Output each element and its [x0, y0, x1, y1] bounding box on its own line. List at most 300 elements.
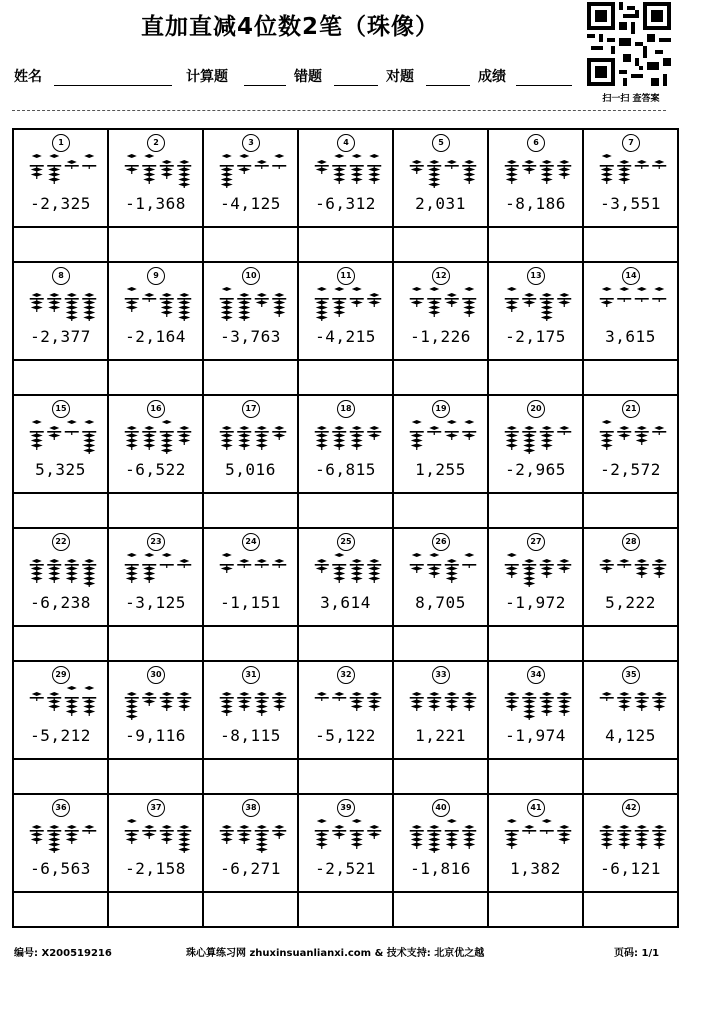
abacus-rod-stick	[546, 565, 547, 578]
abacus-rod-stick	[184, 166, 185, 188]
heaven-bead	[179, 692, 189, 696]
problem-cell	[394, 529, 489, 627]
score-label: 成绩	[478, 69, 506, 85]
heaven-bead	[127, 819, 137, 823]
abacus-rod-stick	[374, 565, 375, 583]
operation-value: -2,175	[505, 327, 566, 346]
operation-value: -4,215	[315, 327, 376, 346]
abacus-rod	[177, 293, 191, 321]
abacus-rod	[522, 426, 536, 454]
operation-value: 5,325	[35, 460, 86, 479]
abacus-rod	[522, 559, 536, 587]
abacus-image	[123, 553, 193, 587]
problem-cell	[489, 263, 584, 361]
abacus-rod	[462, 825, 476, 849]
abacus-rod	[427, 825, 441, 853]
abacus-rod-stick	[321, 698, 322, 701]
answer-box[interactable]	[204, 627, 299, 662]
heaven-bead	[162, 825, 172, 829]
answer-box[interactable]	[299, 760, 394, 795]
heaven-bead	[507, 287, 517, 291]
answer-box[interactable]	[109, 494, 204, 529]
abacus-rod	[315, 160, 329, 174]
heaven-bead	[144, 426, 154, 430]
heaven-bead	[542, 160, 552, 164]
heaven-bead	[222, 154, 232, 158]
heaven-bead	[602, 692, 612, 696]
problem-cell	[489, 662, 584, 760]
heaven-bead	[369, 426, 379, 430]
heaven-bead	[67, 559, 77, 563]
abacus-rod	[255, 426, 269, 450]
answer-box[interactable]	[109, 627, 204, 662]
answer-box[interactable]	[584, 760, 679, 795]
abacus-rod-stick	[131, 565, 132, 583]
score-field[interactable]	[516, 85, 572, 86]
heaven-bead	[257, 559, 267, 563]
abacus-rod-stick	[624, 831, 625, 849]
abacus-rod-stick	[149, 698, 150, 706]
heaven-bead	[429, 426, 439, 430]
abacus-image	[313, 819, 383, 853]
student-info-row	[14, 66, 584, 90]
answer-box[interactable]	[489, 494, 584, 529]
heaven-bead	[257, 692, 267, 696]
abacus-rod	[600, 154, 614, 184]
answer-box[interactable]	[109, 893, 204, 928]
abacus-rod	[367, 154, 381, 184]
abacus-rod-stick	[529, 432, 530, 454]
operation-value: 5,016	[225, 460, 276, 479]
abacus-rod	[65, 160, 79, 169]
abacus-rod	[47, 426, 61, 440]
problem-number: 26	[432, 533, 450, 551]
problem-cell	[584, 263, 679, 361]
abacus-rod	[350, 692, 364, 711]
problem-number: 8	[52, 267, 70, 285]
answer-box[interactable]	[299, 494, 394, 529]
heaven-bead	[32, 420, 42, 424]
heaven-bead	[412, 160, 422, 164]
abacus-rod-stick	[511, 432, 512, 450]
answer-box[interactable]	[489, 627, 584, 662]
abacus-rod-stick	[244, 432, 245, 450]
problem-number: 38	[242, 799, 260, 817]
answer-box[interactable]	[299, 228, 394, 263]
abacus-rod-stick	[36, 299, 37, 312]
abacus-rod	[237, 825, 251, 844]
problem-number: 9	[147, 267, 165, 285]
operation-value: 1,382	[510, 859, 561, 878]
abacus-rod-stick	[149, 299, 150, 302]
abacus-rod	[125, 287, 139, 312]
abacus-rod-stick	[131, 432, 132, 450]
problem-cell	[14, 662, 109, 760]
abacus-rod-stick	[244, 565, 245, 568]
heaven-bead	[429, 160, 439, 164]
problem-number: 21	[622, 400, 640, 418]
problem-number: 1	[52, 134, 70, 152]
problem-cell	[109, 795, 204, 893]
problem-cell	[584, 396, 679, 494]
abacus-rod	[332, 825, 346, 839]
abacus-rod	[142, 825, 156, 839]
abacus-rod-stick	[511, 565, 512, 578]
problem-cell	[299, 529, 394, 627]
operation-value: -6,238	[30, 593, 91, 612]
operation-value: -6,312	[315, 194, 376, 213]
abacus-rod	[255, 559, 269, 568]
problem-number: 41	[527, 799, 545, 817]
abacus-rod-stick	[244, 299, 245, 321]
abacus-image	[218, 154, 288, 188]
heaven-bead	[542, 426, 552, 430]
problem-cell	[204, 130, 299, 228]
heaven-bead	[447, 160, 457, 164]
operation-value: -1,151	[220, 593, 281, 612]
abacus-rod-stick	[279, 299, 280, 317]
answer-box[interactable]	[489, 228, 584, 263]
heaven-bead	[637, 287, 647, 291]
answer-box[interactable]	[584, 494, 679, 529]
abacus-rod	[557, 559, 571, 573]
problem-cell	[299, 662, 394, 760]
abacus-rod-stick	[261, 565, 262, 568]
abacus-rod	[30, 825, 44, 844]
operation-value: -2,325	[30, 194, 91, 213]
answer-box[interactable]	[489, 361, 584, 396]
abacus-rod	[410, 420, 424, 450]
abacus-rod	[315, 559, 329, 573]
name-field[interactable]	[54, 85, 172, 86]
heaven-bead	[84, 420, 94, 424]
abacus-image	[598, 553, 668, 587]
heaven-bead	[602, 287, 612, 291]
abacus-rod	[427, 426, 441, 435]
heaven-bead	[619, 825, 629, 829]
abacus-rod	[505, 819, 519, 849]
heaven-bead	[334, 154, 344, 158]
abacus-rod	[272, 692, 286, 711]
abacus-rod-stick	[339, 299, 340, 317]
heaven-bead	[429, 553, 439, 557]
abacus-rod-stick	[434, 565, 435, 578]
abacus-rod-stick	[529, 565, 530, 587]
answer-box[interactable]	[204, 361, 299, 396]
problem-cell	[394, 263, 489, 361]
problem-cell	[489, 795, 584, 893]
answer-box[interactable]	[109, 760, 204, 795]
abacus-rod-stick	[624, 166, 625, 184]
heaven-bead	[127, 287, 137, 291]
abacus-image	[123, 287, 193, 321]
abacus-rod	[350, 819, 364, 849]
problem-cell	[109, 662, 204, 760]
problem-number: 25	[337, 533, 355, 551]
answer-box[interactable]	[14, 893, 109, 928]
abacus-rod	[462, 287, 476, 317]
heaven-bead	[162, 420, 172, 424]
heaven-bead	[602, 420, 612, 424]
answer-box[interactable]	[394, 627, 489, 662]
heaven-bead	[274, 559, 284, 563]
abacus-rod-stick	[54, 299, 55, 312]
abacus-image	[503, 287, 573, 321]
abacus-rod-stick	[131, 166, 132, 174]
heaven-bead	[352, 692, 362, 696]
abacus-image	[598, 287, 668, 321]
heaven-bead	[162, 692, 172, 696]
abacus-rod	[125, 819, 139, 844]
abacus-rod	[220, 287, 234, 321]
heaven-bead	[464, 692, 474, 696]
abacus-image	[503, 420, 573, 454]
abacus-rod	[540, 692, 554, 716]
problem-row	[14, 529, 679, 627]
abacus-rod	[220, 426, 234, 450]
heaven-bead	[369, 692, 379, 696]
abacus-rod-stick	[469, 299, 470, 317]
answer-box[interactable]	[584, 228, 679, 263]
heaven-bead	[602, 559, 612, 563]
heaven-bead	[412, 825, 422, 829]
heaven-bead	[317, 426, 327, 430]
page-number: 页码: 1/1	[614, 948, 660, 959]
abacus-rod	[220, 553, 234, 573]
abacus-rod	[65, 559, 79, 583]
heaven-bead	[464, 825, 474, 829]
heaven-bead	[32, 825, 42, 829]
abacus-rod	[445, 293, 459, 307]
answer-box[interactable]	[394, 228, 489, 263]
heaven-bead	[222, 553, 232, 557]
abacus-rod	[125, 553, 139, 583]
answer-box[interactable]	[299, 361, 394, 396]
abacus-rod-stick	[321, 166, 322, 174]
abacus-rod	[255, 293, 269, 307]
heaven-bead	[274, 154, 284, 158]
answer-box[interactable]	[14, 494, 109, 529]
abacus-rod-stick	[71, 831, 72, 844]
abacus-rod-stick	[339, 166, 340, 184]
abacus-rod-stick	[36, 432, 37, 450]
heaven-bead	[334, 553, 344, 557]
abacus-rod-stick	[416, 698, 417, 711]
abacus-rod-stick	[356, 831, 357, 849]
abacus-rod	[635, 160, 649, 169]
abacus-rod	[237, 692, 251, 711]
problem-cell	[109, 263, 204, 361]
answer-box[interactable]	[394, 760, 489, 795]
abacus-rod-stick	[469, 432, 470, 440]
answer-box[interactable]	[14, 760, 109, 795]
abacus-rod-stick	[546, 166, 547, 184]
abacus-rod-stick	[606, 166, 607, 184]
abacus-rod-stick	[261, 831, 262, 853]
heaven-bead	[637, 559, 647, 563]
heaven-bead	[412, 553, 422, 557]
abacus-rod-stick	[89, 166, 90, 169]
abacus-rod	[600, 287, 614, 307]
abacus-rod-stick	[451, 166, 452, 169]
heaven-bead	[507, 692, 517, 696]
heaven-bead	[602, 825, 612, 829]
right-count-field[interactable]	[426, 85, 470, 86]
abacus-rod	[557, 426, 571, 435]
abacus-rod-stick	[374, 831, 375, 839]
abacus-rod	[617, 426, 631, 440]
heaven-bead	[559, 160, 569, 164]
abacus-rod	[427, 287, 441, 317]
operation-value: -2,164	[125, 327, 186, 346]
problem-number: 18	[337, 400, 355, 418]
answer-box[interactable]	[204, 760, 299, 795]
heaven-bead	[222, 825, 232, 829]
abacus-rod-stick	[564, 432, 565, 435]
abacus-rod-stick	[546, 299, 547, 321]
abacus-rod-stick	[226, 299, 227, 321]
abacus-rod-stick	[149, 831, 150, 839]
heaven-bead	[559, 293, 569, 297]
answer-box[interactable]	[584, 361, 679, 396]
heaven-bead	[524, 426, 534, 430]
answer-box[interactable]	[204, 494, 299, 529]
abacus-image	[313, 154, 383, 188]
abacus-rod-stick	[244, 831, 245, 844]
answer-box[interactable]	[109, 228, 204, 263]
abacus-rod-stick	[339, 698, 340, 701]
abacus-rod	[635, 287, 649, 302]
operation-value: -1,974	[505, 726, 566, 745]
heaven-bead	[274, 426, 284, 430]
heaven-bead	[257, 426, 267, 430]
problem-cell	[489, 529, 584, 627]
problem-number: 33	[432, 666, 450, 684]
answer-box[interactable]	[204, 893, 299, 928]
abacus-rod-stick	[54, 831, 55, 853]
answer-box[interactable]	[109, 361, 204, 396]
abacus-rod	[30, 692, 44, 701]
abacus-rod	[160, 160, 174, 179]
abacus-rod	[82, 559, 96, 587]
answer-box[interactable]	[299, 893, 394, 928]
calc-count-field[interactable]	[244, 85, 286, 86]
abacus-rod-stick	[564, 698, 565, 716]
abacus-rod-stick	[166, 565, 167, 568]
answer-box[interactable]	[14, 361, 109, 396]
abacus-rod-stick	[624, 299, 625, 302]
problem-number: 22	[52, 533, 70, 551]
abacus-rod-stick	[624, 432, 625, 440]
abacus-rod-stick	[131, 299, 132, 312]
abacus-rod	[125, 692, 139, 720]
operation-value: 1,221	[415, 726, 466, 745]
abacus-rod-stick	[451, 698, 452, 711]
abacus-rod-stick	[36, 698, 37, 701]
answer-box[interactable]	[584, 893, 679, 928]
abacus-rod-stick	[469, 166, 470, 184]
answer-box[interactable]	[394, 361, 489, 396]
abacus-rod-stick	[149, 166, 150, 184]
abacus-image	[28, 819, 98, 853]
operation-value: -3,125	[125, 593, 186, 612]
abacus-rod	[617, 287, 631, 302]
abacus-rod	[160, 553, 174, 568]
answer-box[interactable]	[394, 494, 489, 529]
problem-cell	[394, 662, 489, 760]
abacus-rod	[600, 692, 614, 701]
abacus-rod	[177, 426, 191, 445]
problem-number: 5	[432, 134, 450, 152]
heaven-bead	[507, 426, 517, 430]
problem-number: 4	[337, 134, 355, 152]
answer-box[interactable]	[299, 627, 394, 662]
abacus-rod	[315, 287, 329, 321]
heaven-bead	[637, 692, 647, 696]
heaven-bead	[524, 825, 534, 829]
heaven-bead	[222, 692, 232, 696]
answer-box[interactable]	[14, 627, 109, 662]
heaven-bead	[257, 293, 267, 297]
answer-box[interactable]	[394, 893, 489, 928]
problem-number: 17	[242, 400, 260, 418]
answer-box[interactable]	[204, 228, 299, 263]
heaven-bead	[507, 819, 517, 823]
abacus-rod	[427, 160, 441, 188]
answer-box[interactable]	[14, 228, 109, 263]
abacus-rod	[177, 160, 191, 188]
abacus-rod	[540, 819, 554, 834]
heaven-bead	[317, 160, 327, 164]
abacus-rod-stick	[321, 299, 322, 321]
abacus-rod-stick	[416, 432, 417, 450]
abacus-image	[598, 420, 668, 454]
heaven-bead	[67, 293, 77, 297]
abacus-rod	[220, 154, 234, 188]
abacus-rod	[177, 825, 191, 853]
heaven-bead	[542, 293, 552, 297]
problem-cell	[204, 795, 299, 893]
answer-box[interactable]	[489, 760, 584, 795]
abacus-rod-stick	[374, 432, 375, 440]
abacus-rod	[462, 692, 476, 711]
abacus-rod-stick	[451, 831, 452, 849]
abacus-rod	[445, 559, 459, 583]
site-credit: 珠心算练习网 zhuxinsuanlianxi.com & 技术支持: 北京优之越	[186, 948, 485, 959]
abacus-rod	[462, 420, 476, 440]
heaven-bead	[464, 420, 474, 424]
abacus-rod	[177, 559, 191, 568]
problem-number: 24	[242, 533, 260, 551]
answer-box[interactable]	[584, 627, 679, 662]
abacus-rod-stick	[511, 166, 512, 184]
answer-box[interactable]	[489, 893, 584, 928]
heaven-bead	[222, 287, 232, 291]
abacus-rod-stick	[546, 698, 547, 716]
problem-number: 28	[622, 533, 640, 551]
abacus-rod-stick	[184, 831, 185, 853]
abacus-rod	[30, 154, 44, 179]
abacus-rod-stick	[641, 698, 642, 711]
answer-row	[14, 361, 679, 396]
problem-cell	[299, 130, 394, 228]
abacus-rod	[47, 293, 61, 312]
abacus-rod-stick	[416, 565, 417, 573]
wrong-count-field[interactable]	[334, 85, 378, 86]
abacus-rod-stick	[279, 432, 280, 440]
abacus-rod-stick	[166, 299, 167, 317]
heaven-bead	[507, 553, 517, 557]
